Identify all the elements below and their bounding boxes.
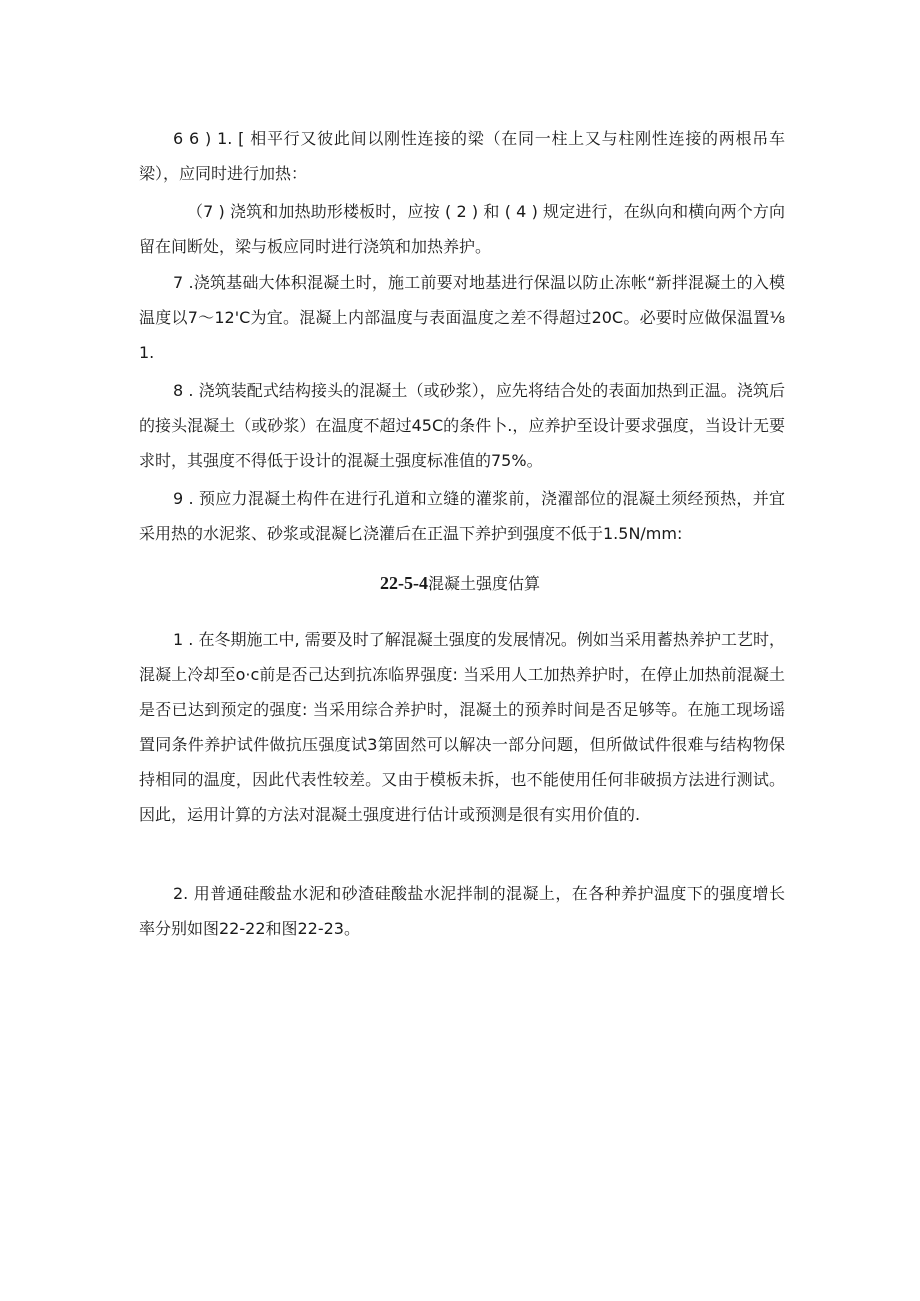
paragraph-section-1: 1 . 在冬期施工中, 需要及时了解混凝土强度的发展情况。例如当采用蓄热养护工艺时，混凝上冷却至o·c前是否己达到抗冻临界强度: 当采用人工加热养护时，在停止加热前混凝土是否已达到预定的强度: 当采用综合养护时，混凝土的预养时间是否足够等。在施工现场谣置同条件养护试件做抗压强度试3第固然可以解决一部分问题，但所做试件很难与结构物保持相同的温度，因此代表性较差。又由于模板未拆，也不能使用任何非破损方法进行测试。因此，运用计算的方法对混凝土强度进行估计或预测是很有实用价值的. [139,630,785,824]
paragraph-item-7: （7 ) 浇筑和加热助形楼板时，应按 ( 2 ) 和 ( 4 ) 规定进行，在纵向和横向两个方向留在间断处，梁与板应同时进行浇筑和加热养护。 [139,202,785,256]
section-number: 22-5-4 [379,573,428,593]
section-title: 混凝土强度估算 [427,574,540,593]
section-heading [0,566,920,601]
paragraph-clause-9: 9 . 预应力混凝土构件在进行孔道和立缝的灌浆前，浇濯部位的混凝土须经预热，并宜采用热的水泥浆、砂浆或混凝匕浇灌后在正温下养护到强度不低于1.5N∕mm: [139,489,785,543]
paragraph-6-6: 6 6 ) 1. [ 相平行又彼此间以刚性连接的梁（在同一柱上又与柱刚性连接的两根吊车梁），应同时进行加热： [139,129,785,183]
paragraph-clause-8: 8 . 浇筑装配式结构接头的混凝土（或砂浆），应先将结合处的表面加热到正温。浇筑后的接头混凝土（或砂浆）在温度不超过45C的条件卜.，应养护至设计要求强度，当设计无要求时，其强度不得低于设计的混凝土强度标准值的75%。 [139,381,785,470]
paragraph-section-2: 2. 用普通硅酸盐水泥和砂渣硅酸盐水泥拌制的混凝上，在各种养护温度下的强度增长率分别如图22-22和图22-23。 [139,884,785,938]
paragraph-clause-7: 7 .浇筑基础大体积混凝土时，施工前要对地基进行保温以防止冻帐“新拌混凝土的入模温度以7〜12'C为宜。混凝上内部温度与表面温度之差不得超过20C。必要时应做保温置⅛1. [139,273,785,362]
